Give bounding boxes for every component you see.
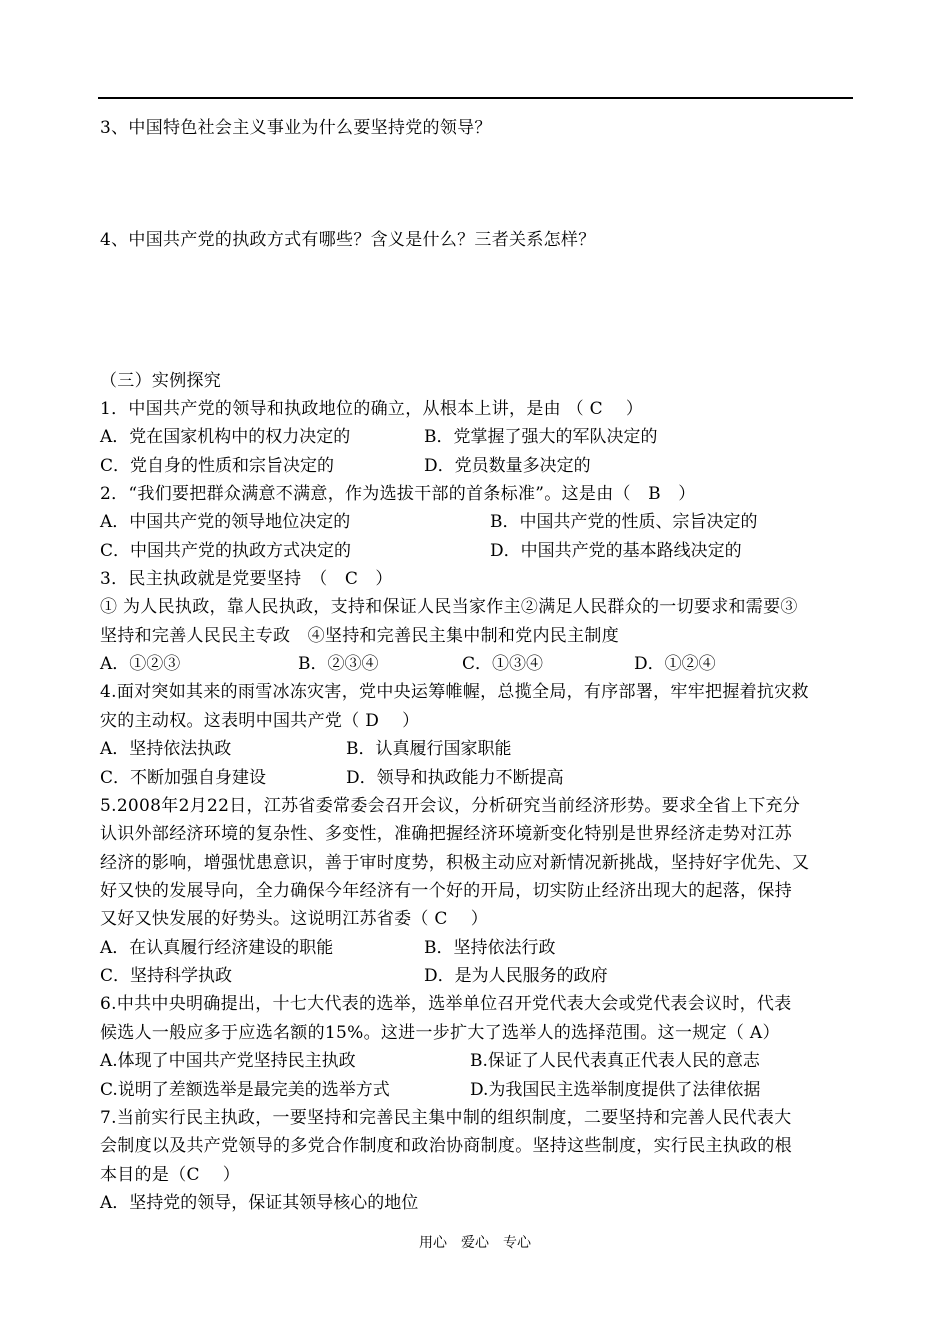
q3-option-a: A．①②③: [100, 654, 181, 674]
q3-option-b: B．②③④: [298, 654, 379, 674]
q5-line-3: 经济的影响，增强忧患意识，善于审时度势，积极主动应对新情况新挑战，坚持好字优先、又: [100, 853, 810, 873]
q1-option-a: A．党在国家机构中的权力决定的: [100, 427, 351, 447]
q6-line-1: 6.中共中央明确提出，十七大代表的选举，选举单位召开党代表大会或党代表会议时，代表: [100, 994, 792, 1014]
q3-line-2: 坚持和完善人民民主专政 ④坚持和完善民主集中制和党内民主制度: [100, 626, 619, 646]
q5-option-b: B．坚持依法行政: [424, 938, 556, 958]
q2-option-c: C．中国共产党的执政方式决定的: [100, 541, 352, 561]
open-question-3: 3、中国特色社会主义事业为什么要坚持党的领导？: [100, 118, 492, 138]
q5-option-a: A．在认真履行经济建设的职能: [100, 938, 334, 958]
q7-line-2: 会制度以及共产党领导的多党合作制度和政治协商制度。坚持这些制度，实行民主执政的根: [100, 1136, 792, 1156]
q4-line-1: 4.面对突如其来的雨雪冰冻灾害，党中央运筹帷幄，总揽全局，有序部署，牢牢把握着抗灾救: [100, 682, 809, 702]
q6-option-c: C.说明了差额选举是最完美的选举方式: [100, 1080, 390, 1100]
q5-line-1: 5.2008年2月22日，江苏省委常委会召开会议，分析研究当前经济形势。要求全省上下充分: [100, 796, 801, 816]
q7-line-3: 本目的是（C ）: [100, 1165, 241, 1185]
q6-option-d: D.为我国民主选举制度提供了法律依据: [470, 1080, 761, 1100]
q5-option-d: D．是为人民服务的政府: [424, 966, 608, 986]
section-title: （三）实例探究: [100, 371, 222, 391]
q3-line-1: ① 为人民执政，靠人民执政，支持和保证人民当家作主②满足人民群众的一切要求和需要③: [100, 597, 798, 617]
q5-line-5: 又好又快发展的好势头。这说明江苏省委（ C ）: [100, 909, 489, 929]
page-footer: 用心 爱心 专心: [419, 1235, 531, 1251]
q4-option-a: A．坚持依法执政: [100, 739, 232, 759]
q2-stem: 2．“我们要把群众满意不满意，作为选拔干部的首条标准”。这是由（ B ）: [100, 484, 696, 504]
q4-line-2: 灾的主动权。这表明中国共产党（ D ）: [100, 711, 420, 731]
q5-line-4: 好又快的发展导向，全力确保今年经济有一个好的开局，切实防止经济出现大的起落，保持: [100, 881, 792, 901]
q1-stem: 1．中国共产党的领导和执政地位的确立，从根本上讲，是由 （ C ）: [100, 399, 644, 419]
q6-line-2: 候选人一般应多于应选名额的15%。这进一步扩大了选举人的选择范围。这一规定（ A）: [100, 1023, 780, 1043]
q1-option-b: B．党掌握了强大的军队决定的: [424, 427, 658, 447]
q7-option-a: A．坚持党的领导，保证其领导核心的地位: [100, 1193, 419, 1213]
q2-option-d: D．中国共产党的基本路线决定的: [490, 541, 742, 561]
q6-option-b: B.保证了人民代表真正代表人民的意志: [470, 1051, 760, 1071]
q1-option-c: C．党自身的性质和宗旨决定的: [100, 456, 335, 476]
q5-line-2: 认识外部经济环境的复杂性、多变性，准确把握经济环境新变化特别是世界经济走势对江苏: [100, 824, 792, 844]
q6-option-a: A.体现了中国共产党坚持民主执政: [100, 1051, 356, 1071]
q2-option-a: A．中国共产党的领导地位决定的: [100, 512, 351, 532]
q4-option-d: D．领导和执政能力不断提高: [346, 768, 564, 788]
q3-option-c: C．①③④: [462, 654, 544, 674]
q1-option-d: D．党员数量多决定的: [424, 456, 591, 476]
q3-stem: 3．民主执政就是党要坚持 （ C ）: [100, 569, 393, 589]
open-question-4: 4、中国共产党的执政方式有哪些？含义是什么？三者关系怎样？: [100, 230, 596, 250]
q3-option-d: D．①②④: [634, 654, 716, 674]
q7-line-1: 7.当前实行民主执政，一要坚持和完善民主集中制的组织制度，二要坚持和完善人民代表大: [100, 1108, 792, 1128]
header-rule: [98, 97, 853, 99]
q4-option-c: C．不断加强自身建设: [100, 768, 267, 788]
q5-option-c: C．坚持科学执政: [100, 966, 233, 986]
q2-option-b: B．中国共产党的性质、宗旨决定的: [490, 512, 758, 532]
q4-option-b: B．认真履行国家职能: [346, 739, 512, 759]
